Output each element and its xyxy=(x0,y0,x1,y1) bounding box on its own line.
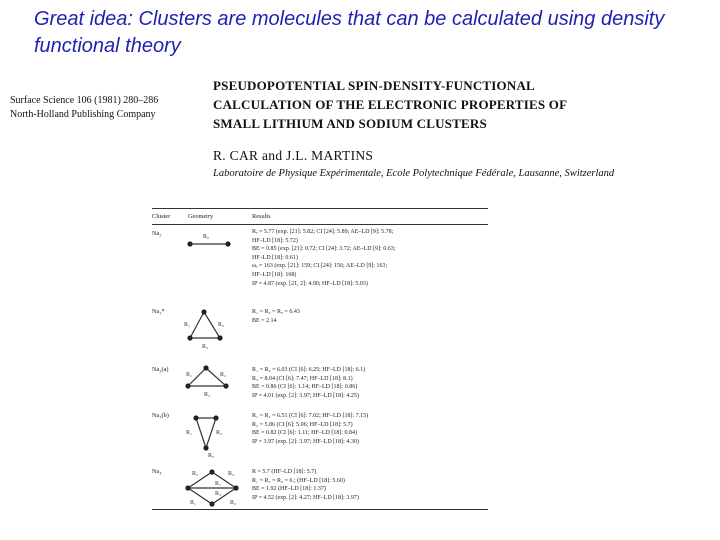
result-line: R₁ = R₂ = 6.51 (CI [6]: 7.02; HF–LD [18]: 7.15) xyxy=(252,413,369,419)
geometry-label: R₁ xyxy=(186,372,193,378)
results-block xyxy=(252,412,488,446)
paper-title-line: PSEUDOPOTENTIAL SPIN-DENSITY-FUNCTIONAL xyxy=(213,78,535,93)
geometry-diagram xyxy=(182,464,248,514)
result-line: Rₑ = 5.77 (exp. [21]: 5.82; CI [24]: 5.89; AE–LD [9]: 5.78; xyxy=(252,229,394,235)
cluster-label: Na₃* xyxy=(152,308,165,315)
header-cluster: Cluster xyxy=(152,213,171,220)
journal-line: Surface Science 106 (1981) 280–286 xyxy=(10,95,159,106)
atom-node xyxy=(209,469,214,474)
geometry-label: R₃ xyxy=(215,491,222,497)
atom-node xyxy=(193,415,198,420)
geometry-label: R₁ xyxy=(215,481,222,487)
atom-node xyxy=(233,485,238,490)
results-block xyxy=(252,308,488,325)
geometry-label: R₃ xyxy=(208,453,215,458)
result-line: R₁ = R₂ = R₃ = 6.43 xyxy=(252,309,300,315)
geometry-diagram xyxy=(182,304,242,356)
result-line: R₁ = R₂ = 6.03 (CI [6]: 6.25; HF–LD [18]: 6.1) xyxy=(252,367,366,373)
geometry-label: R₃ xyxy=(204,392,211,398)
atom-node xyxy=(209,501,214,506)
atom-node xyxy=(217,335,222,340)
geometry-label: R₂ xyxy=(218,322,225,328)
geometry-label: R₁ xyxy=(190,500,197,506)
header-results: Results xyxy=(252,213,271,220)
atom-node xyxy=(203,365,208,370)
publisher-line: North-Holland Publishing Company xyxy=(10,109,156,120)
journal-citation xyxy=(10,94,158,122)
result-line: BE = 2.14 xyxy=(252,317,277,324)
results-block xyxy=(252,468,488,502)
atom-node xyxy=(187,241,192,246)
geometry-label: R₂ xyxy=(216,430,223,436)
geometry-label: R₂ xyxy=(220,372,227,378)
geometry-label: R₀ xyxy=(203,234,210,240)
atom-node xyxy=(213,415,218,420)
geometry-label: R₁ xyxy=(186,430,193,436)
results-block xyxy=(252,366,488,400)
atom-node xyxy=(185,485,190,490)
result-line: HF–LD [18]: 0.61) xyxy=(252,254,298,261)
atom-node xyxy=(201,309,206,314)
result-line: IP = 3.97 (exp. [2]: 3.97; HF–LD [18]: 4.30) xyxy=(252,438,359,445)
atom-node xyxy=(187,335,192,340)
slide-title: Great idea: Clusters are molecules that can be calculated using density functional theory xyxy=(34,8,665,57)
result-line: R₁ = R₂ = R₃ = 6.; (HF–LD [18]: 5.60) xyxy=(252,477,345,484)
result-line: HF–LD [18]: 168) xyxy=(252,271,297,278)
geometry-label: R₂ xyxy=(230,500,237,506)
geometry-diagram xyxy=(182,408,242,462)
results-block xyxy=(252,228,488,288)
triangle-bonds xyxy=(190,312,220,338)
cluster-label: Na₃(b) xyxy=(152,412,169,419)
table-bottom-rule xyxy=(152,509,488,510)
table-top-rule xyxy=(152,208,488,209)
result-line: R₃ = 8.04 (CI [6]: 7.47; HF–LD [18]: 8.1) xyxy=(252,375,353,382)
result-line: IP = 4.01 (exp. [2]: 3.97; HF–LD [18]: 4.25) xyxy=(252,392,359,399)
cluster-label: Na₃(a) xyxy=(152,366,169,373)
result-line: BE = 0.86 (CI [6]: 1.14; HF–LD [18]: 0.86) xyxy=(252,384,358,391)
header-geometry: Geometry xyxy=(188,213,214,220)
atom-node xyxy=(203,445,208,450)
atom-node xyxy=(225,241,230,246)
result-line: R = 5.7 (HF–LD [18]: 5.7) xyxy=(252,469,317,475)
result-line: BE = 0.85 (exp. [21]: 0.72; CI [24]: 3.72; AE–LD [9]: 0.63; xyxy=(252,246,396,253)
result-line: BE = 1.92 (HF–LD [18]: 1.37) xyxy=(252,486,326,493)
result-line: HF–LD [18]: 5.72) xyxy=(252,237,298,244)
result-line: ωₑ = 163 (exp. [21]: 159; CI [24]: 156; AE–LD [9]: 163; xyxy=(252,263,388,270)
atom-node xyxy=(185,383,190,388)
geometry-label: R₃ xyxy=(228,471,235,477)
results-table xyxy=(152,206,488,512)
paper-affiliation: Laboratoire de Physique Expérimentale, Ecole Polytechnique Fédérale, Lausanne, Switzerland xyxy=(213,168,615,179)
triangle-bonds xyxy=(196,418,216,448)
atom-node xyxy=(223,383,228,388)
table-header-rule xyxy=(152,224,488,225)
cluster-label: Na₄ xyxy=(152,468,162,475)
geometry-diagram xyxy=(182,228,242,260)
geometry-label: R₂ xyxy=(192,471,199,477)
geometry-label: R₃ xyxy=(202,344,209,350)
paper-title xyxy=(213,76,653,133)
result-line: R₃ = 5.86 (CI [6]: 5.06; HF–LD [18]: 5.7) xyxy=(252,421,353,428)
paper-title-line: CALCULATION OF THE ELECTRONIC PROPERTIES OF xyxy=(213,97,568,112)
paper-authors: R. CAR and J.L. MARTINS xyxy=(213,148,374,163)
geometry-diagram xyxy=(182,358,242,402)
result-line: IP = 4.87 (exp. [21, 2]: 4.90; HF–LD [18]: 5.03) xyxy=(252,280,368,287)
result-line: BE = 0.82 (CI [6]: 1.11; HF–LD [18]: 0.84) xyxy=(252,430,357,437)
cluster-label: Na₂ xyxy=(152,230,162,237)
paper-title-line: SMALL LITHIUM AND SODIUM CLUSTERS xyxy=(213,116,487,131)
result-line: IP = 4.52 (exp. [2]: 4.27; HF–LD [18]: 3.97) xyxy=(252,494,359,501)
geometry-label: R₁ xyxy=(184,322,191,328)
